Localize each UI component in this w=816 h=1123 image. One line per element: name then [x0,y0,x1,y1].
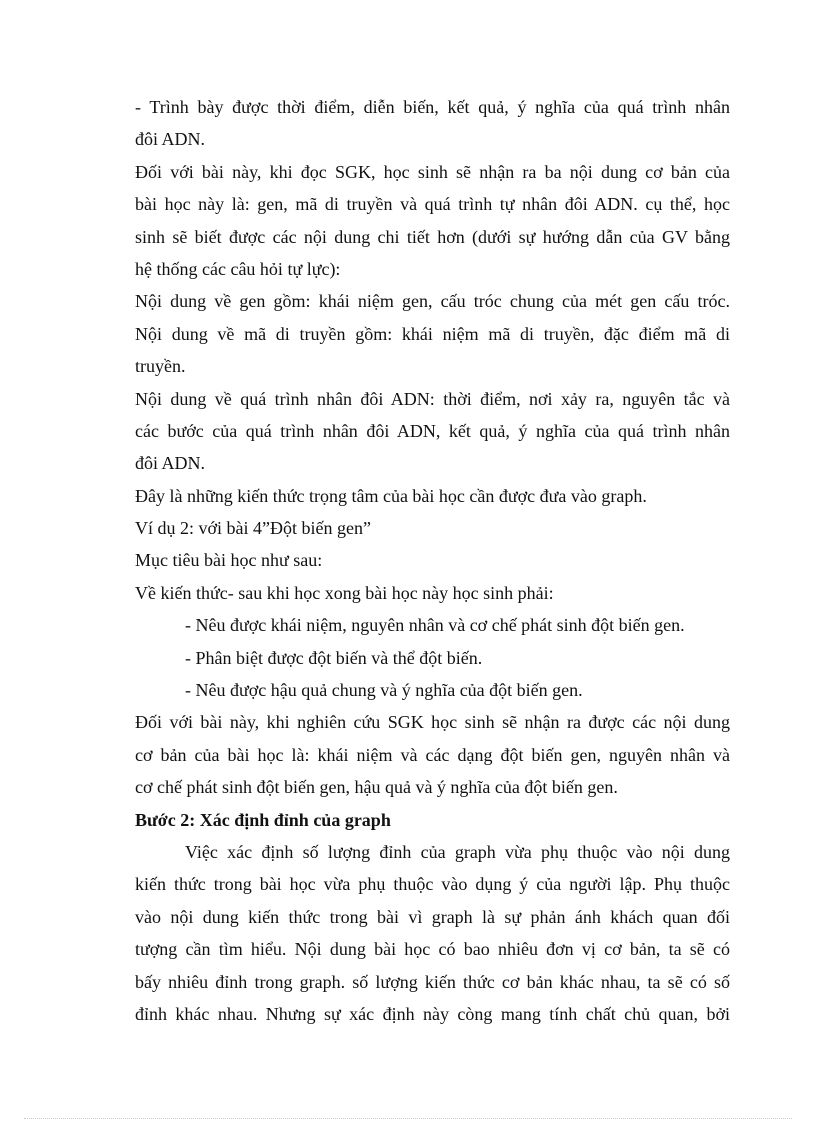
text-line-27: tượng cần tìm hiểu. Nội dung bài học có bao nhiêu đơn vị cơ bản, ta sẽ có [135,939,730,960]
text-line-7: Nội dung về gen gồm: khái niệm gen, cấu tróc chung của mét gen cấu tróc. [135,291,730,312]
text-line-20: Đối với bài này, khi nghiên cứu SGK học sinh sẽ nhận ra được các nội dung [135,712,730,733]
text-line-11: các bước của quá trình nhân đôi ADN, kết quả, ý nghĩa của quá trình nhân [135,420,730,441]
text-line-10: Nội dung về quá trình nhân đôi ADN: thời điểm, nơi xảy ra, nguyên tắc và [135,388,730,409]
text-line-4: bài học này là: gen, mã di truyền và quá trình tự nhân đôi ADN. cụ thể, học [135,194,730,215]
text-line-8: Nội dung về mã di truyền gồm: khái niệm mã di truyền, đặc điểm mã di [135,323,730,344]
text-line-6: hệ thống các câu hỏi tự lực): [135,258,341,279]
page-bottom-divider [24,1118,792,1119]
text-line-16: Về kiến thức- sau khi học xong bài học này học sinh phải: [135,582,554,603]
example-heading: Ví dụ 2: với bài 4”Đột biến gen” [135,518,371,539]
text-line-26: vào nội dung kiến thức trong bài vì graph là sự phản ánh khách quan đối [135,906,730,927]
text-line-22: cơ chế phát sinh đột biến gen, hậu quả và ý nghĩa của đột biến gen. [135,777,618,798]
text-line-5: sinh sẽ biết được các nội dung chi tiết hơn (dưới sự hướng dẫn của GV bằng [135,226,730,247]
text-line-28: bấy nhiêu đỉnh trong graph. số lượng kiến thức cơ bản khác nhau, ta sẽ có số [135,971,730,992]
text-line-3: Đối với bài này, khi đọc SGK, học sinh sẽ nhận ra ba nội dung cơ bản của [135,161,730,182]
list-item-3: - Nêu được hậu quả chung và ý nghĩa của đột biến gen. [185,680,583,701]
text-line-9: truyền. [135,356,186,377]
text-line-21: cơ bản của bài học là: khái niệm và các dạng đột biến gen, nguyên nhân và [135,744,730,765]
text-line-29: đỉnh khác nhau. Nhưng sự xác định này còng mang tính chất chủ quan, bởi [135,1003,730,1024]
text-line-12: đôi ADN. [135,453,206,474]
list-item-1: - Nêu được khái niệm, nguyên nhân và cơ chế phát sinh đột biến gen. [185,615,685,636]
document-page [135,91,730,1030]
list-item-2: - Phân biệt được đột biến và thể đột biến. [185,647,483,668]
section-heading: Bước 2: Xác định đỉnh của graph [135,809,391,830]
text-line-15: Mục tiêu bài học như sau: [135,550,323,571]
text-line-2: đôi ADN. [135,129,206,150]
text-line-13: Đây là những kiến thức trọng tâm của bài học cần được đưa vào graph. [135,485,647,506]
text-line-1: - Trình bày được thời điểm, diễn biến, kết quả, ý nghĩa của quá trình nhân [135,97,730,117]
text-line-25: kiến thức trong bài học vừa phụ thuộc vào dụng ý của người lập. Phụ thuộc [135,874,730,895]
text-line-24: Việc xác định số lượng đỉnh của graph vừa phụ thuộc vào nội dung [185,841,730,862]
